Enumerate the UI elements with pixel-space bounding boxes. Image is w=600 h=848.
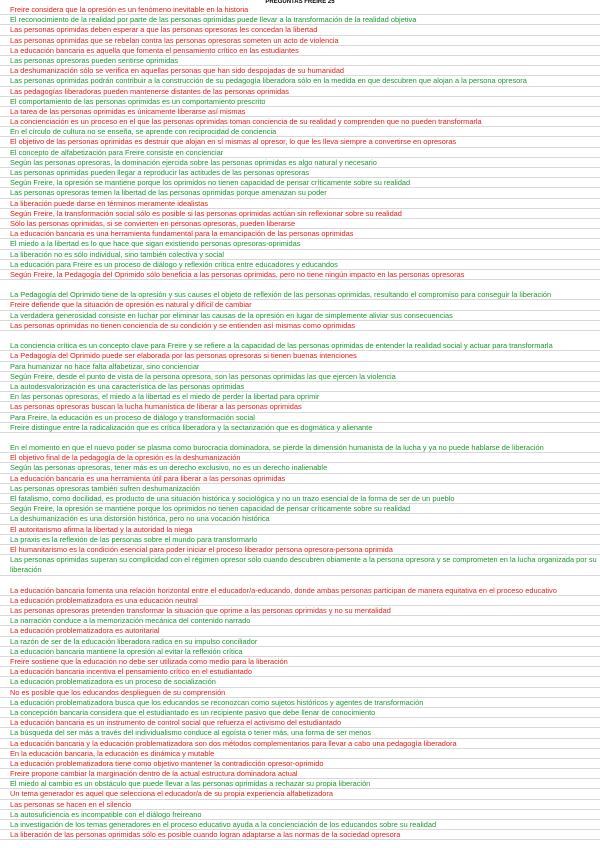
- statement-line: Freire considera que la opresión es un fenómeno inevitable en la historia: [0, 5, 600, 15]
- statement-line: El objetivo de las personas oprimidas es destruir que alojan en sí mismas al opresor, lo que les lleva siempre a convertirse en opresoras: [0, 137, 600, 147]
- statement-line: La liberación puede darse en términos meramente idealistas: [0, 199, 600, 209]
- statement-line: Las personas opresoras también sufren deshumanización: [0, 484, 600, 494]
- statement-line: Las personas opresoras pueden sentirse oprimidas: [0, 56, 600, 66]
- statement-line: La Pedagogía del Oprimido tiene de la opresión y sus causes el objeto de reflexión de las personas oprimidas, resultando el compromiso para conseguir la liberación: [0, 290, 600, 300]
- statement-line: Según Freire, la Pedagogía del Oprimido sólo beneficia a las personas oprimidas, pero no tiene ningún impacto en las personas opresoras: [0, 270, 600, 280]
- statement-line: El concepto de alfabetización para Freire consiste en concienciar: [0, 148, 600, 158]
- statement-line: La educación bancaria es una herramienta útil para liberar a las personas oprimidas: [0, 474, 600, 484]
- spacer: [0, 576, 600, 586]
- statement-line: Freire sostiene que la educación no debe ser utilizada como medio para la liberación: [0, 657, 600, 667]
- statement-line: Un tema generador es aquel que selecciona el educador/a de su propia experiencia alfabetizadora: [0, 789, 600, 799]
- statement-line: Las pedagogías liberadoras pueden mantenerse distantes de las personas oprimidas: [0, 87, 600, 97]
- statement-line: Las personas oprimidas superan su complicidad con el régimen opresor sólo cuando descubren obiamente a la persona opresora y se comprometen en la lucha organizada por su liberación: [0, 555, 600, 575]
- statement-line: Las personas oprimidas pueden llegar a reproducir las actitudes de las personas opresoras: [0, 168, 600, 178]
- statement-line: El humanitarismo es la condición esencial para poder iniciar el proceso liberador persona opresora-persona oprimida: [0, 545, 600, 555]
- statement-line: La praxis es la reflexión de las personas sobre el mundo para transformarlo: [0, 535, 600, 545]
- statement-line: La concepción bancaria considera que el estudiantado es un recipiente pasivo que debe llenar de conocimiento: [0, 708, 600, 718]
- statement-line: Según Freire, la opresión se mantiene porque los oprimidos no tienen capacidad de pensar críticamente sobre su realidad: [0, 178, 600, 188]
- statement-line: Las personas oprimidas no tienen conciencia de su condición y se entienden así mismas como oprimidas: [0, 321, 600, 331]
- statement-line: Las personas se hacen en el silencio: [0, 800, 600, 810]
- statement-line: Las personas oprimidas podrán contribuir a la construcción de su pedagogía liberadora sólo en la medida en que descubren que alojan a la persona opresora: [0, 76, 600, 86]
- spacer: [0, 433, 600, 443]
- statement-block-5: [0, 586, 600, 841]
- statement-line: La educación problematizadora tiene como objetivo mantener la contradicción opresor-oprimido: [0, 759, 600, 769]
- page-title: PREGUNTAS FREIRE 25: [265, 0, 335, 5]
- statement-line: Sólo las personas oprimidas, si se convierten en personas opresoras, pueden liberarse: [0, 219, 600, 229]
- statement-line: El autoritarismo afirma la libertad y la autoridad la niega: [0, 525, 600, 535]
- statement-line: La liberación de las personas oprimidas sólo es posible cuando logran adaptarse a las normas de la sociedad opresora: [0, 830, 600, 840]
- statement-line: El miedo al cambio es un obstáculo que puede llevar a las personas oprimidas a rechazar su propia liberación: [0, 779, 600, 789]
- statement-block-1: [0, 5, 600, 280]
- statement-line: La conciencia crítica es un concepto clave para Freire y se refiere a la capacidad de las personas oprimidas de entender la realidad social y actuar para transformarla: [0, 341, 600, 351]
- statement-line: Las personas opresoras pretenden transformar la situación que oprime a las personas oprimidas y no su mentalidad: [0, 606, 600, 616]
- statement-line: La educación bancaria y la educación problematizadora son dos métodos complementarios para llevar a cabo una pedagogía liberadora: [0, 739, 600, 749]
- statement-line: La concienciación es un proceso en el que las personas oprimidas toman conciencia de su realidad y comprenden que no pueden transformarla: [0, 117, 600, 127]
- statement-line: La educación bancaria es aquella que fomenta el pensamiento crítico en las estudiantes: [0, 46, 600, 56]
- statement-line: Freire distingue entre la radicalización que es crítica liberadora y la sectarización que es dogmática y alienante: [0, 423, 600, 433]
- statement-line: Según las personas opresoras, la dominación ejercida sobre las personas oprimidas es algo natural y necesario: [0, 158, 600, 168]
- statement-line: Según Freire, la transformación social sólo es posible si las personas oprimidas actúan sin reflexionar sobre su realidad: [0, 209, 600, 219]
- statement-line: La investigación de los temas generadores en el proceso educativo ayuda a la concienciación de los educandos sobre su realidad: [0, 820, 600, 830]
- statement-block-3: [0, 341, 600, 433]
- statement-line: La educación para Freire es un proceso de diálogo y reflexión crítica entre educadores y educandos: [0, 260, 600, 270]
- statement-block-4: [0, 443, 600, 575]
- statement-line: El comportamiento de las personas oprimidas es un comportamiento prescrito: [0, 97, 600, 107]
- statement-line: No es posible que los educandos desplieguen de su comprensión: [0, 688, 600, 698]
- statement-line: Las personas opresoras temen la libertad de las personas oprimidas porque amenazan su poder: [0, 188, 600, 198]
- statement-line: La educación bancaria es una herramienta fundamental para la emancipación de las personas oprimidas: [0, 229, 600, 239]
- statement-line: En las personas opresoras, el miedo a la libertad es el miedo de perder la libertad para oprimir: [0, 392, 600, 402]
- statement-line: La Pedagogía del Oprimido puede ser elaborada por las personas opresoras si tienen buenas intenciones: [0, 351, 600, 361]
- statement-line: La educación problematizadora es autoritarial: [0, 626, 600, 636]
- statement-line: En el círculo de cultura no se enseña, se aprende con reciprocidad de conciencia: [0, 127, 600, 137]
- statement-line: La educación problematizadora es un proceso de socialización: [0, 677, 600, 687]
- statement-line: El objetivo final de la pedagogía de la opresión es la deshumanización: [0, 453, 600, 463]
- statement-line: La educación bancaria fomenta una relación horizontal entre el educador/a-educando, donde ambas personas participan de manera equitativa en el proceso educativo: [0, 586, 600, 596]
- statement-line: La narración conduce a la memorización mecánica del contenido narrado: [0, 616, 600, 626]
- statement-line: La verdadera generosidad consiste en luchar por eliminar las causas de la opresión en lugar de simplemente aliviar sus consecuencias: [0, 311, 600, 321]
- statement-line: La educación bancaria incentiva el pensamiento crítico en el estudiantado: [0, 667, 600, 677]
- statement-line: La deshumanización es una distorsión histórica, pero no una vocación histórica: [0, 514, 600, 524]
- statement-line: La tarea de las personas oprimidas es únicamente liberarse así mismas: [0, 107, 600, 117]
- spacer: [0, 331, 600, 341]
- statement-line: En el momento en que el nuevo poder se plasma como burocracia dominadora, se pierde la dimensión humanista de la lucha y ya no puede hablarse de liberación: [0, 443, 600, 453]
- statement-line: La autosuficiencia es incompatible con el diálogo freireano: [0, 810, 600, 820]
- statement-line: En la educación bancaria, la educación es dinámica y mutable: [0, 749, 600, 759]
- statement-line: La educación problematizadora es una educación neutral: [0, 596, 600, 606]
- statement-line: Las personas oprimidas deben esperar a que las personas opresoras les concedan la libertad: [0, 25, 600, 35]
- statement-line: La educación problematizadora busca que los educandos se reconozcan como sujetos históricos y agentes de transformación: [0, 698, 600, 708]
- statement-line: Freire propone cambiar la marginación dentro de la actual estructura dominadora actual: [0, 769, 600, 779]
- statement-line: Para humanizar no hace falta alfabetizar, sino concienciar: [0, 362, 600, 372]
- statement-line: La razón de ser de la educación liberadora radica en su impulso conciliador: [0, 637, 600, 647]
- spacer: [0, 280, 600, 290]
- statement-line: Según Freire, desde el punto de vista de la persona opresora, son las personas oprimidas las que ejercen la violencia: [0, 372, 600, 382]
- statement-line: El miedo a la libertad es lo que hace que sigan existiendo personas opresoras-oprimidas: [0, 239, 600, 249]
- statement-line: Las personas oprimidas que se rebelan contra las personas opresoras someten un acto de violencia: [0, 36, 600, 46]
- statement-line: Para Freire, la educación es un proceso de diálogo y transformación social: [0, 413, 600, 423]
- statement-line: La liberación no es sólo individual, sino también colectiva y social: [0, 250, 600, 260]
- statement-line: Según Freire, la opresión se mantiene porque los oprimidos no tienen capacidad de pensar críticamente sobre su realidad: [0, 504, 600, 514]
- statement-line: La búsqueda del ser más a través del individualismo conduce al egoísta o tener más, una forma de ser menos: [0, 728, 600, 738]
- statement-line: El fatalismo, como docilidad, es producto de una situación histórica y sociológica y no un trazo esencial de la forma de ser de un pueblo: [0, 494, 600, 504]
- statement-line: Freire defiende que la situación de opresión es natural y difícil de cambiar: [0, 300, 600, 310]
- statement-line: Las personas opresoras buscan la lucha humanística de liberar a las personas oprimidas: [0, 402, 600, 412]
- statement-line: La educación bancaria es un instrumento de control social que refuerza el activismo del estudiantado: [0, 718, 600, 728]
- statement-line: La deshumanización sólo se verifica en aquellas personas que han sido despojadas de su humanidad: [0, 66, 600, 76]
- statement-line: La autodesvalorización es una característica de las personas oprimidas: [0, 382, 600, 392]
- statement-line: Según las personas opresoras, tener más es un derecho exclusivo, no es un derecho inalienable: [0, 463, 600, 473]
- statement-block-2: [0, 290, 600, 331]
- statement-line: El reconocimiento de la realidad por parte de las personas oprimidas puede llevar a la transformación de la realidad objetiva: [0, 15, 600, 25]
- statement-line: La educación bancaria mantiene la opresión al evitar la reflexión crítica: [0, 647, 600, 657]
